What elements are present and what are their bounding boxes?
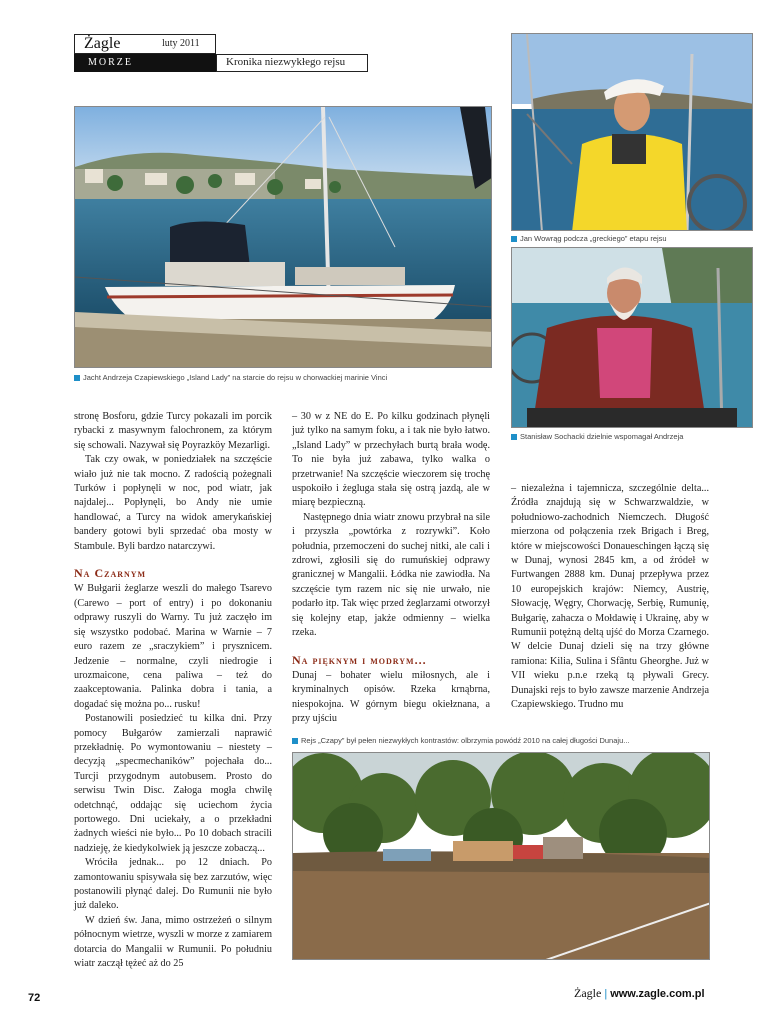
jan-image <box>512 34 753 231</box>
section-name: MORZE <box>88 57 133 68</box>
paragraph: – 30 w z NE do E. Po kilku godzinach płynęli już tylko na samym foku, a i tak nie było łatwo. „Island Lady” w przechyłach burtą brała wodę. To nie była już zabawa, tylko walka o przetrwanie! Na szczęście wieczorem się trochę uspokoiło i żegluga stała się ostrą jazdą, ale w miarę bezpieczną. <box>292 411 490 509</box>
yacht-caption: Jacht Andrzeja Czapiewskiego „Island Lady” na starcie do rejsu w chorwackiej marinie Vinci <box>74 373 387 382</box>
article-column-1 <box>74 410 272 971</box>
stanislaw-photo <box>511 247 753 428</box>
section-heading: Na pięknym i modrym... <box>292 652 427 667</box>
jan-photo <box>511 33 753 231</box>
stanislaw-caption: Stanisław Sochacki dzielnie wspomagał Andrzeja <box>511 432 683 441</box>
stanislaw-image <box>512 248 753 428</box>
footer-separator: | <box>604 988 608 1000</box>
paragraph: – niezależna i tajemnicza, szczególnie delta... Źródła znajdują się w Schwarzwaldzie, w południowo-zachodnich Niemczech. Długość mierzona od połączenia rzek Brigach i Breg, które w miejscowości Donaueschingen łączą się w Dunaj, wynosi 2845 km, a od źródeł w Furtwangen 2888 km. Dunaj przepływa przez 10 europejskich krajów: Niemcy, Austrię, Słowację, Węgry, Chorwację, Serbię, Rumunię, Bułgarię, zahacza o Mołdawię i Ukrainę, aby w Rumunii potężną deltą ujść do Morza Czarnego. W delcie Dunaj dzieli się na trzy główne ramiona: Kilia, Sulina i Sfântu Gheorghe. Już w VII wieku p.n.e rzeką tą pływali Grecy. Dunajski rejs to było zawsze marzenie Andrzeja Czapiewskiego. Trudno mu <box>511 483 709 711</box>
caption-marker-icon <box>292 738 298 744</box>
yacht-image <box>75 107 492 368</box>
article-column-2 <box>292 410 490 727</box>
magazine-name: Żagle <box>84 35 121 52</box>
article-column-3 <box>511 482 709 713</box>
yacht-photo <box>74 106 492 368</box>
paragraph: Postanowili posiedzieć tu kilka dni. Przy pomocy Bułgarów zamierzali naprawić przekładnię. Po wymontowaniu – niestety – decyzją „specmechaników” pojechała do... Turcji przygodnym autobusem. Prosto do serwisu Twin Disc. Załoga mogła chwilę odetchnąć, oddając się uciechom życia portowego. Dni uciekały, a o przekładni żadnych wieści nie było... Po 10 dobach stracili nadzieję, że kiedykolwiek ją jeszcze zobaczą... <box>74 713 272 854</box>
caption-marker-icon <box>511 236 517 242</box>
column-title: Kronika niezwykłego rejsu <box>226 56 346 68</box>
flood-caption: Rejs „Czapy” był pełen niezwykłych kontrastów: olbrzymia powódź 2010 na całej długości Dunaju... <box>292 736 630 745</box>
flood-photo <box>292 752 710 960</box>
paragraph: W Bułgarii żeglarze weszli do małego Tsarevo (Carewo – port of entry) i po dokonaniu odprawy ruszyli do Warny. Tu już zaczęło im się wszystko podobać. Marina w Warnie – 7 euro razem ze „sraczykiem” i prysznicem. Jedzenie – normalne, czyli niedrogie i urozmaicone, cena paliwa – też do zaakceptowania. Palinka dobra i tania, a dogadać się można po... rusku! <box>74 583 272 710</box>
footer-url[interactable]: www.zagle.com.pl <box>610 988 705 1000</box>
section-heading: Na Czarnym <box>74 566 147 581</box>
paragraph: Wróciła jednak... po 12 dniach. Po zamontowaniu spisywała się bez zarzutów, więc postanowili płynąć dalej. Do Rumunii nie było już daleko. <box>74 857 272 912</box>
caption-marker-icon <box>511 434 517 440</box>
paragraph: stronę Bosforu, gdzie Turcy pokazali im porcik rybacki z masywnym falochronem, za którym się schowali. Nazywał się Poyrazköy Mezarligi. <box>74 411 272 451</box>
paragraph: W dzień św. Jana, mimo ostrzeżeń o silnym północnym wietrze, wyszli w morze z zamiarem dotarcia do Mangalii w Rumunii. Po południu wiatr zaczął tężeć aż do 25 <box>74 914 272 970</box>
page-number: 72 <box>28 992 41 1004</box>
paragraph: Następnego dnia wiatr znowu przybrał na sile i przyszła „powtórka z rozrywki”. Koło południa, przemoczeni do suchej nitki, ale cali i zdrowi, zgłosili się do rumuńskiej odprawy granicznej w Mangalii. Łódka nie zawiodła. Na szczęście tym razem nic się nie urwało, nie podarło itp. Tak więc przed żeglarzami otworzył się kolejny etap, jakże odmienny – wielka rzeka. <box>292 511 490 639</box>
footer-brand <box>574 986 705 1001</box>
paragraph: Tak czy owak, w poniedziałek na szczęście wiało już nie tak mocno. Z radością pożegnali Turków i popłynęli w noc, pod wiatr, jak najdalej... Popłynęli, bo Andy nie umie handlować, a Turcy na widok amerykańskiej bandery gotowi byli sprzedać oba mosty w Stambule. Byli bardzo natarczywi. <box>74 454 272 552</box>
footer-magazine: Żagle <box>574 986 602 1000</box>
issue-date: luty 2011 <box>162 38 200 49</box>
paragraph: Dunaj – bohater wielu miłosnych, ale i kryminalnych opisów. Rzeka krnąbrna, niespokojna. W górnym biegu okiełznana, a przy ujściu <box>292 669 490 725</box>
caption-marker-icon <box>74 375 80 381</box>
jan-caption: Jan Wowrąg podcza „greckiego” etapu rejsu <box>511 234 667 243</box>
flood-image <box>293 753 710 960</box>
